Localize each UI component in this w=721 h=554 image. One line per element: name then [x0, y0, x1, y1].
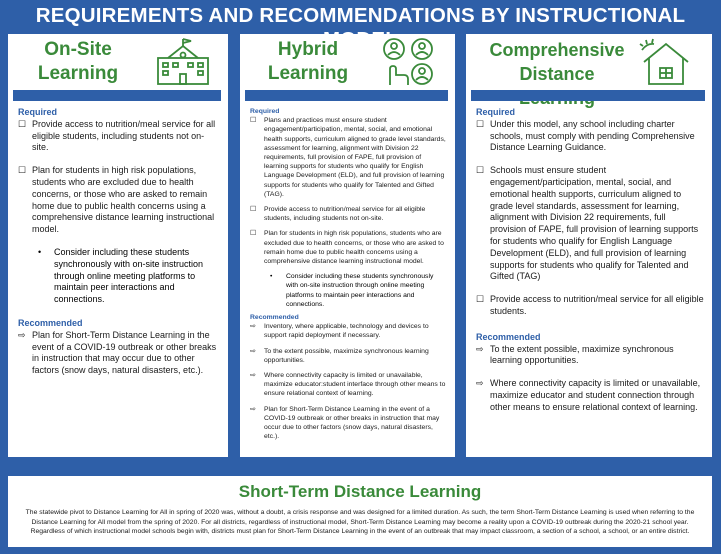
arrow-icon: ⇨ — [250, 347, 256, 355]
bullet-icon: • — [38, 246, 42, 257]
house-sun-icon — [638, 38, 694, 88]
hybrid-body — [250, 107, 447, 442]
checkbox-icon: ☐ — [250, 230, 257, 238]
item-text: Plan for Short-Term Distance Learning in the event of a COVID-19 outbreak or other breaks in instruction that may occur due to other factors (snow days, natural disasters, etc.). — [264, 405, 440, 441]
item-text: Provide access to nutrition/meal service for all eligible students, including students not on-site. — [264, 206, 426, 223]
onsite-required-item — [18, 165, 220, 236]
item-text: Provide access to nutrition/meal service for all eligible students. — [490, 294, 704, 316]
cdl-recommended-label: Recommended — [476, 331, 541, 342]
onsite-panel — [8, 34, 228, 457]
onsite-recommended-item — [18, 330, 220, 377]
arrow-icon: ⇨ — [476, 378, 484, 389]
checkbox-icon: ☐ — [250, 206, 257, 214]
item-text: Plan for students in high risk populations, students who are excluded due to health concerns, or those who are asked to remain home due to public health concerns using a comprehensive distance learning instructional model. — [32, 165, 215, 235]
short-term-panel — [8, 476, 712, 547]
arrow-icon: ⇨ — [18, 329, 26, 340]
bullet-icon: • — [270, 273, 273, 281]
cdl-panel — [466, 34, 712, 457]
cdl-required-item — [476, 165, 704, 283]
hybrid-recommended-item — [250, 347, 447, 365]
arrow-icon: ⇨ — [476, 343, 484, 354]
cdl-header — [466, 34, 712, 90]
hybrid-header — [240, 34, 455, 90]
arrow-icon: ⇨ — [250, 405, 256, 413]
onsite-required-subitem — [18, 247, 220, 306]
checkbox-icon: ☐ — [18, 118, 27, 129]
school-building-icon — [154, 38, 212, 86]
page-title: REQUIREMENTS AND RECOMMENDATIONS BY INSTRUCTIONAL — [35, 4, 686, 27]
hybrid-required-item — [250, 116, 447, 199]
item-text: Consider including these students synchronously with on-site instruction through online meeting platforms to maintain peer interactions and connections. — [286, 273, 434, 308]
cdl-body — [476, 107, 704, 414]
short-term-title: Short-Term Distance Learning — [238, 482, 482, 501]
item-text: Under this model, any school including charter schools, must comply with pending Comprehensive Distance Learning Guidance. — [490, 118, 695, 153]
item-text: Consider including these students synchronously with on-site instruction through online meeting platforms to maintain peer interactions and connections. — [54, 246, 204, 305]
cdl-title: Comprehensive Distance — [489, 40, 625, 84]
hybrid-required-item — [250, 205, 447, 223]
item-text: To the extent possible, maximize synchronous learning opportunities. — [490, 343, 674, 366]
onsite-header — [8, 34, 228, 90]
checkbox-icon: ☐ — [476, 294, 485, 305]
checkbox-icon: ☐ — [476, 118, 485, 129]
onsite-recommended-label: Recommended — [18, 317, 83, 328]
item-text: To the extent possible, maximize synchronous learning opportunities. — [264, 347, 429, 364]
hybrid-divider-bar — [245, 90, 448, 101]
onsite-divider-bar — [13, 90, 221, 101]
arrow-icon: ⇨ — [250, 372, 256, 380]
checkbox-icon: ☐ — [476, 165, 485, 176]
onsite-required-item — [18, 119, 220, 154]
item-text: Where connectivity capacity is limited or unavailable, maximize educator:student interface through other means to ensure relational context of learning. — [264, 372, 446, 398]
cdl-recommended-item — [476, 378, 704, 413]
item-text: Plan for Short-Term Distance Learning in the event of a COVID-19 outbreak or other breaks in instruction that may occur due to other factors (snow days, natural disasters, etc.). — [32, 329, 217, 376]
checkbox-icon: ☐ — [18, 165, 27, 176]
arrow-icon: ⇨ — [250, 323, 256, 331]
cdl-required-item — [476, 294, 704, 318]
cdl-recommended-item — [476, 344, 704, 368]
cdl-required-label: Required — [476, 107, 516, 117]
hybrid-recommended-item — [250, 405, 447, 442]
item-text: Plans and practices must ensure student engagement/participation, mental, social, and emotional health supports, curriculum aligned to grade level standards, assessment for learning, alignment with Division 22 requirements, full provision of FAPE, full provision of learning supports for students who qualify for English Language Development (ELD), and full provision of learning supports for students who qualify for Talented and Gifted (TAG). — [264, 117, 446, 198]
onsite-title: On-Site Learning — [37, 39, 119, 84]
short-term-text: The statewide pivot to Distance Learning for All in spring of 2020 was, without a doubt, a crisis response and was designed for a limited duration. As such, the term Short-Term Distance Learning is used when referring to the Distance Learning for All model from the spring of 2020. For all districts, regardless of instructional model, Short-Term Distance Learning may become a reality upon a COVID-19 outbreak during the 2020-21 school year. Regardless of which instructional model schools begin with, districts must plan for Short-Term Distance Learning in the event of an outbreak that may impact classroom, a section of a school, a school, or an entire district. — [25, 509, 695, 535]
hybrid-required-subitem — [250, 272, 447, 309]
cdl-divider-bar — [471, 90, 705, 101]
item-text: Schools must ensure student engagement/participation, mental, social, and emotional health supports, curriculum aligned to grade level standards, assessment for learning, alignment with Division 22 requirements, full provision of FAPE, full provision of learning supports for students who qualify for English Language Development (ELD), and full provision of learning supports for students who qualify for Talented and Gifted (TAG) — [490, 165, 699, 282]
item-text: Where connectivity capacity is limited or unavailable, maximize educator and student connection through other means to ensure relational context of learning. — [490, 378, 701, 412]
hybrid-recommended-label: Recommended — [250, 314, 299, 322]
checkbox-icon: ☐ — [250, 117, 257, 125]
cdl-required-item — [476, 119, 704, 154]
hybrid-required-label: Required — [250, 108, 280, 115]
people-hand-icon — [380, 37, 440, 87]
hybrid-recommended-item — [250, 371, 447, 399]
onsite-body — [18, 107, 220, 377]
onsite-required-label: Required — [18, 107, 58, 117]
item-text: Inventory, where applicable, technology and devices to support rapid deployment if necessary. — [264, 323, 429, 340]
hybrid-panel — [240, 34, 455, 457]
hybrid-title: Hybrid Learning — [267, 39, 349, 84]
hybrid-required-item — [250, 229, 447, 266]
hybrid-recommended-item — [250, 322, 447, 340]
item-text: Provide access to nutrition/meal service for all eligible students, including students not on-site. — [32, 118, 216, 153]
item-text: Plan for students in high risk populations, students who are excluded due to health concerns, or those who are asked to remain home due to public health concerns using a comprehensive distance learning instructional model. — [264, 230, 444, 266]
